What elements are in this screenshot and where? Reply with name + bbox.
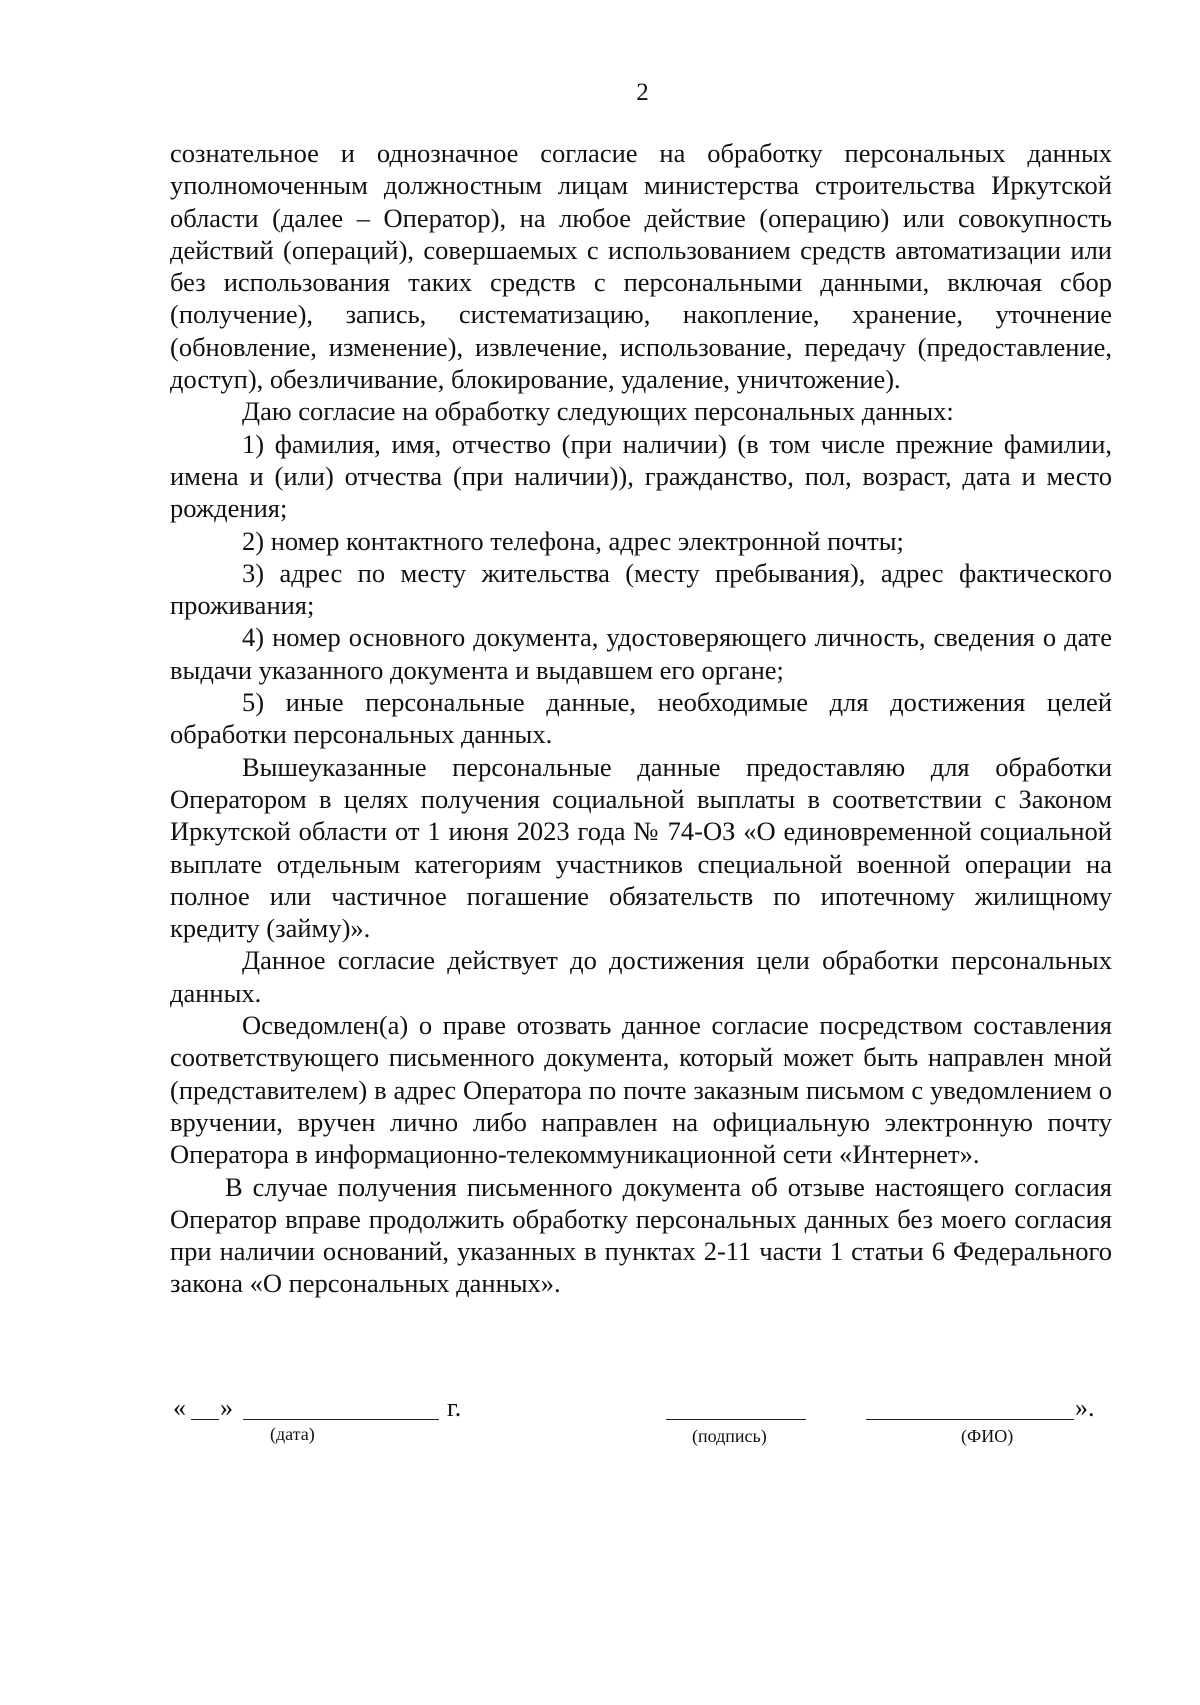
date-caption: (дата) — [270, 1424, 315, 1444]
document-body — [170, 137, 1112, 1300]
date-close-quote: » — [220, 1393, 233, 1422]
list-item-2: 2) номер контактного телефона, адрес электронной почты; — [242, 525, 904, 556]
paragraph-revocation: Осведомлен(а) о праве отозвать данное согласие посредством составления соответствующего письменного документа, который может быть направлен мной (представителем) в адрес Оператора по почте заказным письмом с уведомлением о вручении, вручен лично либо направлен на официальную электронную почту Оператора в информационно-телекоммуникационной сети «Интернет». — [170, 1010, 1112, 1170]
full-name-caption: (ФИО) — [961, 1426, 1014, 1446]
paragraph-purpose: Вышеуказанные персональные данные предоставляю для обработки Оператором в целях получения социальной выплаты в соответствии с Законом Иркутской области от 1 июня 2023 года № 74-ОЗ «О единовременной социальной выплате отдельным категориям участников специальной военной операции на полное или частичное погашение обязательств по ипотечному жилищному кредиту (займу)». — [170, 751, 1112, 944]
list-item-5: 5) иные персональные данные, необходимые для достижения целей обработки персональных данных. — [170, 687, 1112, 750]
full-name-end: ». — [1075, 1393, 1095, 1422]
date-year-suffix: г. — [447, 1393, 462, 1422]
signature-line[interactable] — [666, 1419, 806, 1420]
page-number: 2 — [636, 79, 649, 106]
paragraph-revocation-consequence: В случае получения письменного документа об отзыве настоящего согласия Оператор вправе продолжить обработку персональных данных без моего согласия при наличии оснований, указанных в пунктах 2-11 части 1 статьи 6 Федерального закона «О персональных данных». — [170, 1171, 1112, 1299]
paragraph-consent-scope: сознательное и однозначное согласие на обработку персональных данных уполномоченным должностным лицам министерства строительства Иркутской области (далее – Оператор), на любое действие (операцию) или совокупность действий (операций), совершаемых с использованием средств автоматизации или без использования таких средств с персональными данными, включая сбор (получение), запись, систематизацию, накопление, хранение, уточнение (обновление, изменение), извлечение, использование, передачу (предоставление, доступ), обезличивание, блокирование, удаление, уничтожение). — [170, 138, 1112, 395]
date-open-quote: « — [173, 1393, 186, 1422]
signature-caption: (подпись) — [692, 1426, 767, 1446]
signature-block — [0, 1393, 1200, 1473]
date-month-year-line[interactable] — [243, 1419, 439, 1420]
date-day-line[interactable] — [191, 1419, 219, 1420]
list-item-3: 3) адрес по месту жительства (месту пребывания), адрес фактического проживания; — [170, 557, 1112, 621]
list-item-4: 4) номер основного документа, удостоверяющего личность, сведения о дате выдачи указанного документа и выдавшем его органе; — [170, 622, 1112, 685]
paragraph-validity: Данное согласие действует до достижения цели обработки персональных данных. — [170, 945, 1112, 1008]
full-name-line[interactable] — [866, 1419, 1074, 1420]
paragraph-consent-intro: Даю согласие на обработку следующих персональных данных: — [242, 396, 954, 427]
list-item-1: 1) фамилия, имя, отчество (при наличии) (в том числе прежние фамилии, имена и (или) отчества (при наличии)), гражданство, пол, возраст, дата и место рождения; — [170, 428, 1112, 524]
